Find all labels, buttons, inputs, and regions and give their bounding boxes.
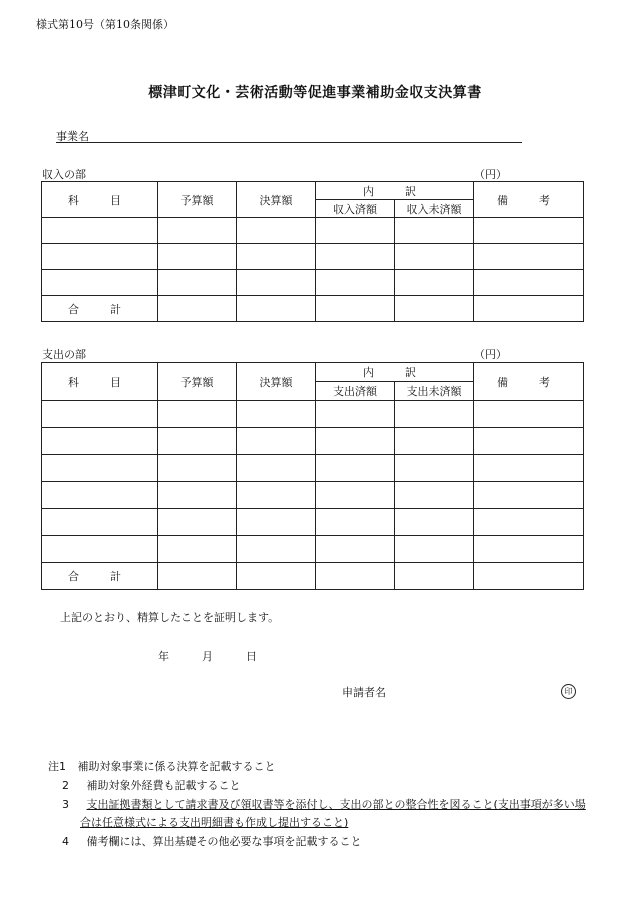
cell[interactable] (237, 455, 316, 482)
cell[interactable] (474, 218, 584, 244)
cell[interactable] (474, 509, 584, 536)
income-total-row (42, 296, 584, 322)
cell[interactable] (474, 482, 584, 509)
income-header-breakdown: 内 訳 (316, 182, 474, 200)
expense-total-label: 合 計 (42, 563, 158, 590)
income-header-received: 収入済額 (316, 200, 395, 218)
table-row (42, 482, 584, 509)
business-name-label: 事業名 (56, 130, 89, 143)
cell[interactable] (395, 536, 474, 563)
cell[interactable] (395, 563, 474, 590)
table-row (42, 218, 584, 244)
income-table (41, 181, 584, 322)
note-number: 3 (62, 798, 69, 811)
cell[interactable] (237, 270, 316, 296)
cell[interactable] (237, 244, 316, 270)
cell[interactable] (316, 509, 395, 536)
income-total-label: 合 計 (42, 296, 158, 322)
note-4 (62, 833, 362, 849)
cell[interactable] (42, 270, 158, 296)
cell[interactable] (158, 536, 237, 563)
cell[interactable] (237, 563, 316, 590)
date-day: 日 (246, 650, 257, 663)
form-number: 様式第10号（第10条関係） (36, 18, 174, 31)
table-row (42, 244, 584, 270)
note-number: 4 (62, 835, 69, 848)
note-1 (48, 758, 276, 774)
cell[interactable] (395, 482, 474, 509)
expense-header-paid: 支出済額 (316, 382, 395, 401)
cell[interactable] (42, 244, 158, 270)
cell[interactable] (316, 244, 395, 270)
applicant-label: 申請者名 (342, 686, 386, 699)
cell[interactable] (395, 509, 474, 536)
cell[interactable] (474, 455, 584, 482)
expense-unit: （円） (474, 348, 507, 361)
expense-header-unpaid: 支出未済額 (395, 382, 474, 401)
note-number: 2 (62, 779, 69, 792)
expense-header-budget: 予算額 (158, 363, 237, 401)
cell[interactable] (316, 482, 395, 509)
cell[interactable] (42, 455, 158, 482)
income-unit: （円） (474, 168, 507, 181)
cell[interactable] (158, 401, 237, 428)
income-header-remarks: 備 考 (474, 182, 584, 218)
cell[interactable] (474, 536, 584, 563)
cell[interactable] (316, 536, 395, 563)
cell[interactable] (395, 296, 474, 322)
expense-header-breakdown: 内 訳 (316, 363, 474, 382)
cell[interactable] (158, 482, 237, 509)
certification-text: 上記のとおり、精算したことを証明します。 (60, 611, 280, 624)
cell[interactable] (474, 296, 584, 322)
cell[interactable] (474, 563, 584, 590)
cell[interactable] (42, 401, 158, 428)
cell[interactable] (42, 509, 158, 536)
note-text: 支出証拠書類として請求書及び領収書等を添付し、支出の部との整合性を図ること(支出事項が多い場 (86, 798, 586, 811)
cell[interactable] (474, 270, 584, 296)
note-text: 補助対象事業に係る決算を記載すること (77, 760, 276, 773)
document-title: 標津町文化・芸術活動等促進事業補助金収支決算書 (148, 85, 482, 101)
cell[interactable] (158, 455, 237, 482)
cell[interactable] (237, 509, 316, 536)
cell[interactable] (158, 244, 237, 270)
income-header-unreceived: 収入未済額 (395, 200, 474, 218)
cell[interactable] (158, 428, 237, 455)
income-section-label: 収入の部 (42, 168, 86, 181)
cell[interactable] (158, 563, 237, 590)
cell[interactable] (237, 296, 316, 322)
expense-header-remarks: 備 考 (474, 363, 584, 401)
cell[interactable] (316, 428, 395, 455)
table-row (42, 509, 584, 536)
cell[interactable] (474, 401, 584, 428)
cell[interactable] (395, 218, 474, 244)
cell[interactable] (237, 428, 316, 455)
expense-total-row (42, 563, 584, 590)
expense-header-settled: 決算額 (237, 363, 316, 401)
cell[interactable] (237, 482, 316, 509)
table-row (42, 455, 584, 482)
cell[interactable] (316, 270, 395, 296)
cell[interactable] (316, 563, 395, 590)
income-header-settled: 決算額 (237, 182, 316, 218)
cell[interactable] (42, 536, 158, 563)
table-row (42, 536, 584, 563)
cell[interactable] (316, 455, 395, 482)
cell[interactable] (316, 296, 395, 322)
date-month: 月 (202, 650, 213, 663)
expense-table (41, 362, 584, 590)
note-3-continued: 合は任意様式による支出明細書も作成し提出すること) (80, 816, 349, 829)
note-number: 注1 (48, 760, 66, 773)
note-text: 備考欄には、算出基礎その他必要な事項を記載すること (86, 835, 362, 848)
table-row (42, 401, 584, 428)
cell[interactable] (158, 270, 237, 296)
note-3 (62, 796, 586, 812)
cell[interactable] (474, 244, 584, 270)
cell[interactable] (395, 455, 474, 482)
cell[interactable] (395, 401, 474, 428)
cell[interactable] (158, 218, 237, 244)
income-header-budget: 予算額 (158, 182, 237, 218)
cell[interactable] (42, 428, 158, 455)
table-row (42, 428, 584, 455)
date-year: 年 (158, 650, 169, 663)
cell[interactable] (158, 509, 237, 536)
cell[interactable] (42, 482, 158, 509)
cell[interactable] (395, 270, 474, 296)
income-header-subject: 科 目 (42, 182, 158, 218)
cell[interactable] (474, 428, 584, 455)
cell[interactable] (316, 401, 395, 428)
cell[interactable] (395, 428, 474, 455)
note-2 (62, 777, 241, 793)
cell[interactable] (395, 244, 474, 270)
table-row (42, 270, 584, 296)
seal-icon: 印 (561, 684, 576, 699)
cell[interactable] (237, 401, 316, 428)
cell[interactable] (316, 218, 395, 244)
expense-section-label: 支出の部 (42, 348, 86, 361)
cell[interactable] (237, 536, 316, 563)
cell[interactable] (237, 218, 316, 244)
cell[interactable] (42, 218, 158, 244)
cell[interactable] (158, 296, 237, 322)
expense-header-subject: 科 目 (42, 363, 158, 401)
business-name-field[interactable] (56, 128, 522, 143)
note-text: 補助対象外経費も記載すること (86, 779, 241, 792)
